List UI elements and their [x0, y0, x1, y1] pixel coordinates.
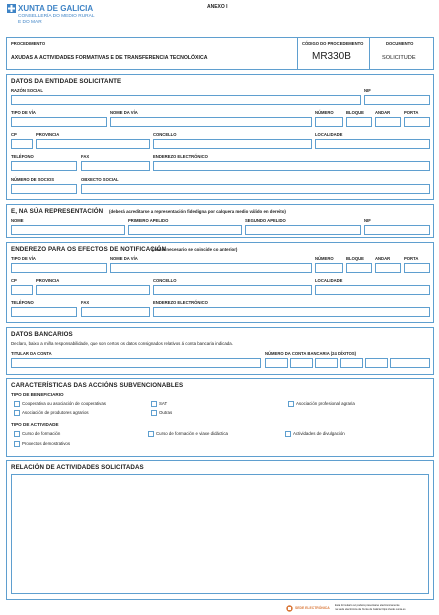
not-fax-label: FAX: [81, 300, 90, 305]
document-value: SOLICITUDE: [382, 55, 416, 61]
rep-apelido2-field[interactable]: [245, 225, 361, 235]
annex-label: ANEXO I: [207, 4, 228, 10]
divulgacion-label: Actividades de divulgación: [293, 431, 345, 436]
sede-label: SEDE ELECTRÓNICA: [295, 606, 330, 610]
andar-label: ANDAR: [375, 110, 391, 115]
account-block-1-field[interactable]: [340, 358, 363, 368]
rep-nif-label: NIF: [364, 218, 371, 223]
razon-social-field[interactable]: [11, 95, 361, 105]
not-andar-field[interactable]: [375, 263, 401, 273]
razon-social-label: RAZÓN SOCIAL: [11, 88, 43, 93]
proxectos-label: Proxectos demostrativos: [22, 441, 71, 446]
sat-label: SAT: [159, 401, 168, 406]
footer-note-2: na sede electrónica da Xunta de Galicia https://sede.xunta.es: [335, 608, 406, 611]
apr-label: Asociación de produtores agrarios: [22, 410, 89, 415]
outras-label: Outras: [159, 410, 173, 415]
rep-apelido1-field[interactable]: [128, 225, 242, 235]
not-provincia-label: PROVINCIA: [36, 278, 60, 283]
socios-field[interactable]: [11, 184, 77, 194]
not-concello-field[interactable]: [153, 285, 312, 295]
code-value: MR330B: [312, 51, 351, 62]
numero-field[interactable]: [315, 117, 343, 127]
activities-textarea[interactable]: [11, 474, 429, 594]
obxecto-field[interactable]: [81, 184, 430, 194]
account-iban-field[interactable]: [265, 358, 288, 368]
fax-field[interactable]: [81, 161, 150, 171]
xunta-cross-icon: [7, 4, 16, 13]
socios-label: NÚMERO DE SOCIOS: [11, 177, 55, 182]
cp-field[interactable]: [11, 139, 33, 149]
bank-section: [6, 327, 434, 375]
not-tipo-via-field[interactable]: [11, 263, 107, 273]
apa-label: Asociación profesional agraria: [296, 401, 355, 406]
not-bloque-field[interactable]: [346, 263, 372, 273]
not-nome-via-field[interactable]: [110, 263, 312, 273]
not-nome-via-label: NOME DA VÍA: [110, 256, 138, 261]
representative-title: E, NA SÚA REPRESENTACIÓN: [11, 208, 104, 215]
coop-checkbox[interactable]: [14, 401, 20, 407]
cp-label: CP: [11, 132, 17, 137]
procedure-bar: [6, 37, 434, 70]
not-cp-field[interactable]: [11, 285, 33, 295]
document-cell: [369, 38, 434, 69]
concello-field[interactable]: [153, 139, 312, 149]
nif-field[interactable]: [364, 95, 430, 105]
document-label: DOCUMENTO: [386, 41, 414, 46]
not-numero-label: NÚMERO: [315, 256, 334, 261]
localidade-label: LOCALIDADE: [315, 132, 343, 137]
sede-electronica-icon: [286, 605, 293, 612]
account-block-3-field[interactable]: [390, 358, 430, 368]
bank-declaration: Declaro, baixo a miña responsabilidade, que son certos os datos consignados relativos á conta bancaria indicada.: [11, 341, 233, 346]
account-entity-field[interactable]: [290, 358, 313, 368]
not-provincia-field[interactable]: [36, 285, 150, 295]
divulgacion-checkbox[interactable]: [285, 431, 291, 437]
not-cp-label: CP: [11, 278, 17, 283]
not-telefono-field[interactable]: [11, 307, 77, 317]
not-porta-label: PORTA: [404, 256, 419, 261]
department-line-1: CONSELLERÍA DO MEDIO RURAL: [18, 14, 95, 19]
not-telefono-label: TELÉFONO: [11, 300, 34, 305]
not-localidade-label: LOCALIDADE: [315, 278, 343, 283]
obxecto-label: OBXECTO SOCIAL: [81, 177, 119, 182]
provincia-label: PROVINCIA: [36, 132, 60, 137]
procedure-label: PROCEDIMENTO: [11, 41, 46, 46]
curso-viaxe-checkbox[interactable]: [148, 431, 154, 437]
curso-checkbox[interactable]: [14, 431, 20, 437]
bloque-field[interactable]: [346, 117, 372, 127]
actions-title: CARACTERÍSTICAS DAS ACCIÓNS SUBVENCIONABLES: [11, 382, 184, 389]
code-label: CÓDIGO DO PROCEDEMENTO: [302, 41, 364, 46]
bloque-label: BLOQUE: [346, 110, 364, 115]
telefono-label: TELÉFONO: [11, 154, 34, 159]
footer-note-1: Esta formulario só poderá presentarse electronicamente: [335, 604, 400, 607]
not-email-label: ENDEREZO ELECTRÓNICO: [153, 300, 208, 305]
xunta-logo: [7, 3, 95, 29]
logo-text: XUNTA DE GALICIA: [18, 4, 94, 13]
tipo-via-field[interactable]: [11, 117, 107, 127]
not-localidade-field[interactable]: [315, 285, 430, 295]
department-line-2: E DO MAR: [18, 20, 42, 25]
nif-label: NIF: [364, 88, 371, 93]
curso-viaxe-label: Curso de formación e viaxe didáctica: [156, 431, 228, 436]
rep-nome-field[interactable]: [11, 225, 125, 235]
representative-note: (deberá acreditarse a representación fidedigna por calquera medio válido en dereito): [109, 209, 286, 214]
outras-checkbox[interactable]: [151, 410, 157, 416]
notification-note: (non é necesario se coincide co anterior): [152, 247, 238, 252]
not-email-field[interactable]: [153, 307, 430, 317]
account-block-2-field[interactable]: [365, 358, 388, 368]
notification-section: [6, 242, 434, 323]
concello-label: CONCELLO: [153, 132, 177, 137]
not-porta-field[interactable]: [404, 263, 430, 273]
procedure-cell: [7, 38, 297, 69]
code-cell: [297, 38, 370, 69]
apr-checkbox[interactable]: [14, 410, 20, 416]
rep-nif-field[interactable]: [364, 225, 430, 235]
rep-nome-label: NOME: [11, 218, 24, 223]
account-label: NÚMERO DA CONTA BANCARIA (24 DÍXITOS): [265, 351, 357, 356]
holder-label: TITULAR DA CONTA: [11, 351, 52, 356]
beneficiary-type-label: TIPO DE BENEFICIARIO: [11, 392, 64, 397]
activities-section: [6, 460, 434, 600]
provincia-field[interactable]: [36, 139, 150, 149]
localidade-field[interactable]: [315, 139, 430, 149]
tipo-via-label: TIPO DE VÍA: [11, 110, 36, 115]
holder-field[interactable]: [11, 358, 261, 368]
numero-label: NÚMERO: [315, 110, 334, 115]
not-numero-field[interactable]: [315, 263, 343, 273]
applicant-title: DATOS DA ENTIDADE SOLICITANTE: [11, 78, 122, 85]
porta-field[interactable]: [404, 117, 430, 127]
apa-checkbox[interactable]: [288, 401, 294, 407]
coop-label: Cooperativa ou asociación de cooperativas: [22, 401, 106, 406]
not-concello-label: CONCELLO: [153, 278, 177, 283]
andar-field[interactable]: [375, 117, 401, 127]
account-office-field[interactable]: [315, 358, 338, 368]
nome-via-label: NOME DA VÍA: [110, 110, 138, 115]
porta-label: PORTA: [404, 110, 419, 115]
rep-apelido1-label: PRIMEIRO APELIDO: [128, 218, 169, 223]
activities-title: RELACIÓN DE ACTIVIDADES SOLICITADAS: [11, 464, 144, 471]
actions-section: [6, 378, 434, 457]
email-label: ENDEREZO ELECTRÓNICO: [153, 154, 208, 159]
nome-via-field[interactable]: [110, 117, 312, 127]
not-fax-field[interactable]: [81, 307, 150, 317]
not-bloque-label: BLOQUE: [346, 256, 364, 261]
sat-checkbox[interactable]: [151, 401, 157, 407]
representative-section: [6, 204, 434, 238]
not-andar-label: ANDAR: [375, 256, 391, 261]
notification-title: ENDEREZO PARA OS EFECTOS DE NOTIFICACIÓN: [11, 246, 167, 253]
telefono-field[interactable]: [11, 161, 77, 171]
fax-label: FAX: [81, 154, 90, 159]
applicant-section: [6, 74, 434, 200]
email-field[interactable]: [153, 161, 430, 171]
footer: [250, 604, 436, 614]
activity-type-label: TIPO DE ACTIVIDADE: [11, 422, 59, 427]
proxectos-checkbox[interactable]: [14, 441, 20, 447]
curso-label: Curso de formación: [22, 431, 61, 436]
rep-apelido2-label: SEGUNDO APELIDO: [245, 218, 286, 223]
procedure-value: AXUDAS A ACTIVIDADES FORMATIVAS E DE TRANSFERENCIA TECNOLÓXICA: [11, 55, 208, 61]
bank-title: DATOS BANCARIOS: [11, 331, 73, 338]
not-tipo-via-label: TIPO DE VÍA: [11, 256, 36, 261]
